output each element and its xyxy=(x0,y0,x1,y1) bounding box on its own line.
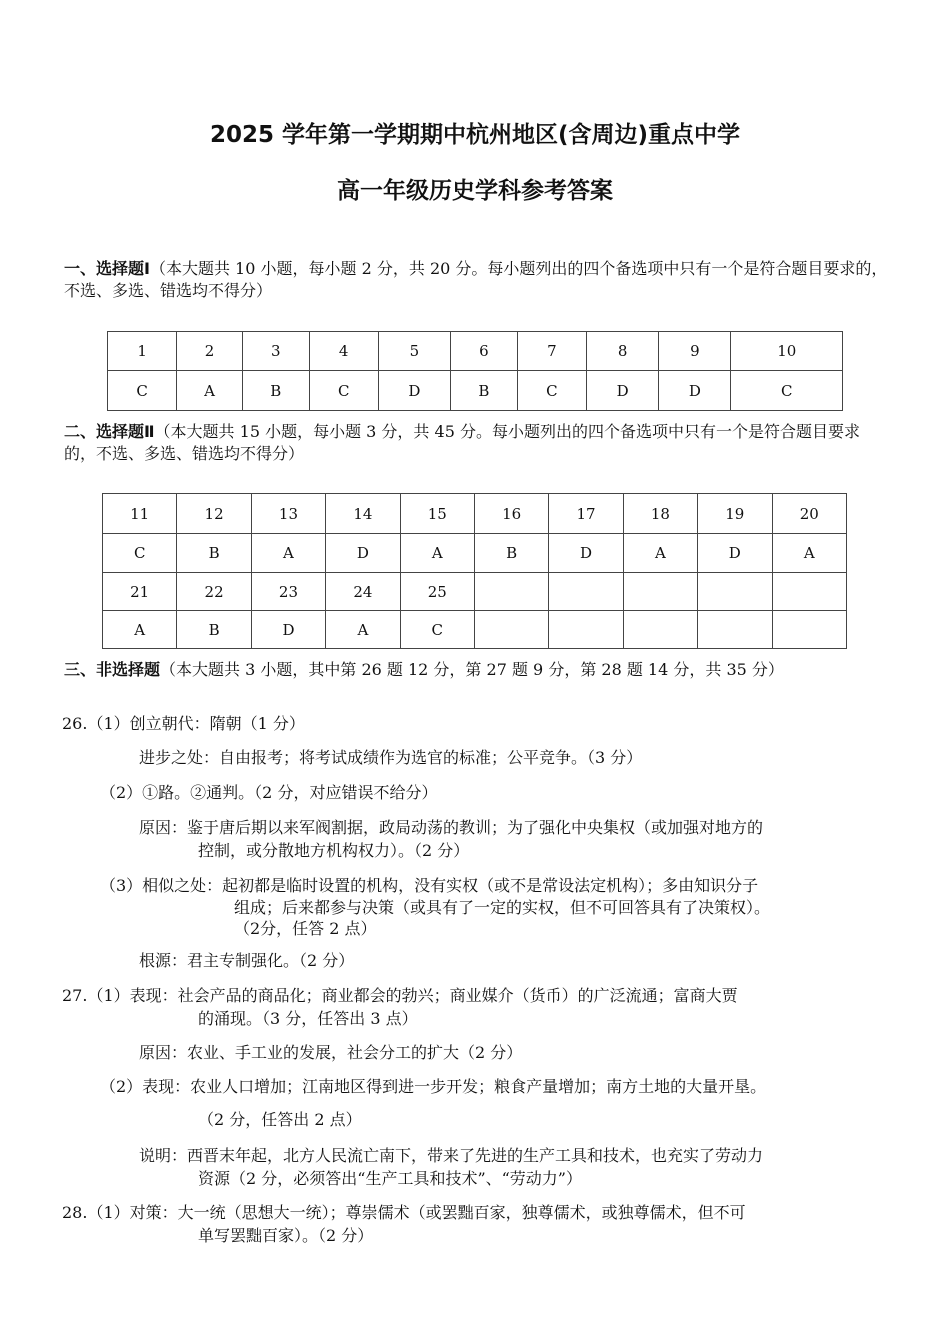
q-number-cell: 1 xyxy=(108,332,177,371)
answer-cell: D xyxy=(378,371,450,411)
answer-cell: D xyxy=(549,534,623,573)
q27-part2-line2: （2 分，任答出 2 点） xyxy=(198,1110,362,1129)
q-number-cell: 17 xyxy=(549,494,623,534)
q-number-cell: 6 xyxy=(451,332,518,371)
q-number-cell: 7 xyxy=(517,332,586,371)
section1-heading: 一、选择题Ⅰ xyxy=(64,259,150,278)
q26-reason-line1: 原因：鉴于唐后期以来军阀割据，政局动荡的教训；为了强化中央集权（或加强对地方的 xyxy=(139,818,764,837)
answer-cell: D xyxy=(251,611,325,649)
section3-heading: 三、非选择题 xyxy=(64,660,161,679)
q26-root: 根源：君主专制强化。（2 分） xyxy=(139,951,355,970)
answer-cell: A xyxy=(251,534,325,573)
q28-part1-line1: 28.（1）对策：大一统（思想大一统）；尊崇儒术（或罢黜百家，独尊儒术，或独尊儒术，但不可 xyxy=(62,1203,746,1222)
q-number-cell: 24 xyxy=(326,573,400,611)
answer-cell: D xyxy=(586,371,658,411)
section2-answer-table xyxy=(102,493,847,649)
empty-cell xyxy=(474,573,548,611)
q-number-cell: 21 xyxy=(103,573,177,611)
answer-cell: A xyxy=(772,534,846,573)
answer-cell: D xyxy=(659,371,731,411)
q-number-cell: 5 xyxy=(378,332,450,371)
page-title-line2: 高一年级历史学科参考答案 xyxy=(337,178,613,204)
q-number-cell: 25 xyxy=(400,573,474,611)
empty-cell xyxy=(772,611,846,649)
q-number-cell: 15 xyxy=(400,494,474,534)
answer-cell: B xyxy=(474,534,548,573)
q-number-cell: 12 xyxy=(177,494,251,534)
q-number-cell: 2 xyxy=(177,332,243,371)
empty-cell xyxy=(474,611,548,649)
q-number-cell: 8 xyxy=(586,332,658,371)
section1-desc: （本大题共 10 小题，每小题 2 分，共 20 分。每小题列出的四个备选项中只有一个是符合题目要求的，不选、多选、错选均不得分） xyxy=(64,259,888,300)
answer-cell: C xyxy=(517,371,586,411)
answer-cell: A xyxy=(400,534,474,573)
empty-cell xyxy=(698,573,772,611)
section3-header xyxy=(64,659,890,681)
q28-part1-line2: 单写罢黜百家）。（2 分） xyxy=(198,1226,374,1245)
answer-cell: A xyxy=(326,611,400,649)
empty-cell xyxy=(549,611,623,649)
section2-heading: 二、选择题Ⅱ xyxy=(64,422,155,441)
answer-cell: B xyxy=(177,611,251,649)
answer-cell: C xyxy=(108,371,177,411)
q26-part3-line2: 组成；后来都参与决策（或具有了一定的实权，但不可回答具有了决策权）。 xyxy=(234,898,771,917)
q-number-cell: 10 xyxy=(731,332,843,371)
q27-part1-line2: 的涌现。（3 分，任答出 3 点） xyxy=(198,1009,418,1028)
q-number-cell: 4 xyxy=(309,332,378,371)
section3-desc: （本大题共 3 小题，其中第 26 题 12 分，第 27 题 9 分，第 28 题 14 分，共 35 分） xyxy=(160,660,784,679)
q-number-cell: 16 xyxy=(474,494,548,534)
answer-cell: A xyxy=(103,611,177,649)
answer-cell: D xyxy=(698,534,772,573)
section2-header xyxy=(64,421,890,465)
q26-part3-line3: （2分，任答 2 点） xyxy=(234,919,377,938)
q-number-cell: 9 xyxy=(659,332,731,371)
q-number-cell: 11 xyxy=(103,494,177,534)
q27-explain-line1: 说明：西晋末年起，北方人民流亡南下，带来了先进的生产工具和技术，也充实了劳动力 xyxy=(139,1146,764,1165)
answer-cell: A xyxy=(623,534,697,573)
q-number-cell: 14 xyxy=(326,494,400,534)
q-number-cell: 23 xyxy=(251,573,325,611)
q-number-cell: 13 xyxy=(251,494,325,534)
empty-cell xyxy=(623,611,697,649)
answer-cell: C xyxy=(103,534,177,573)
empty-cell xyxy=(623,573,697,611)
q26-part3-line1: （3）相似之处：起初都是临时设置的机构，没有实权（或不是常设法定机构）；多由知识分子 xyxy=(100,876,759,895)
answer-cell: B xyxy=(242,371,309,411)
q-number-cell: 18 xyxy=(623,494,697,534)
q27-reason: 原因：农业、手工业的发展，社会分工的扩大（2 分） xyxy=(139,1043,523,1062)
answer-cell: B xyxy=(177,534,251,573)
answer-cell: C xyxy=(309,371,378,411)
section1-answer-table xyxy=(107,331,843,411)
q-number-cell: 19 xyxy=(698,494,772,534)
section1-header xyxy=(64,258,890,302)
answer-cell: D xyxy=(326,534,400,573)
q27-part1-line1: 27.（1）表现：社会产品的商品化；商业都会的勃兴；商业媒介（货币）的广泛流通；富商大贾 xyxy=(62,986,738,1005)
q-number-cell: 22 xyxy=(177,573,251,611)
q26-progress: 进步之处：自由报考；将考试成绩作为选官的标准；公平竞争。（3 分） xyxy=(139,748,643,767)
q26-part2: （2）①路。②通判。（2 分，对应错误不给分） xyxy=(100,783,438,802)
q27-explain-line2: 资源（2 分，必须答出“生产工具和技术”、“劳动力”） xyxy=(198,1169,582,1188)
answer-cell: C xyxy=(731,371,843,411)
empty-cell xyxy=(549,573,623,611)
answer-cell: C xyxy=(400,611,474,649)
q26-part1: 26.（1）创立朝代：隋朝（1 分） xyxy=(62,714,305,733)
q27-part2-line1: （2）表现：农业人口增加；江南地区得到进一步开发；粮食产量增加；南方土地的大量开垦。 xyxy=(100,1077,767,1096)
q26-reason-line2: 控制，或分散地方机构权力）。（2 分） xyxy=(198,841,470,860)
q-number-cell: 20 xyxy=(772,494,846,534)
answer-cell: B xyxy=(451,371,518,411)
empty-cell xyxy=(772,573,846,611)
q-number-cell: 3 xyxy=(242,332,309,371)
section2-desc: （本大题共 15 小题，每小题 3 分，共 45 分。每小题列出的四个备选项中只有一个是符合题目要求的，不选、多选、错选均不得分） xyxy=(64,422,860,463)
empty-cell xyxy=(698,611,772,649)
page-title-line1: 2025 学年第一学期期中杭州地区(含周边)重点中学 xyxy=(209,122,741,148)
answer-cell: A xyxy=(177,371,243,411)
